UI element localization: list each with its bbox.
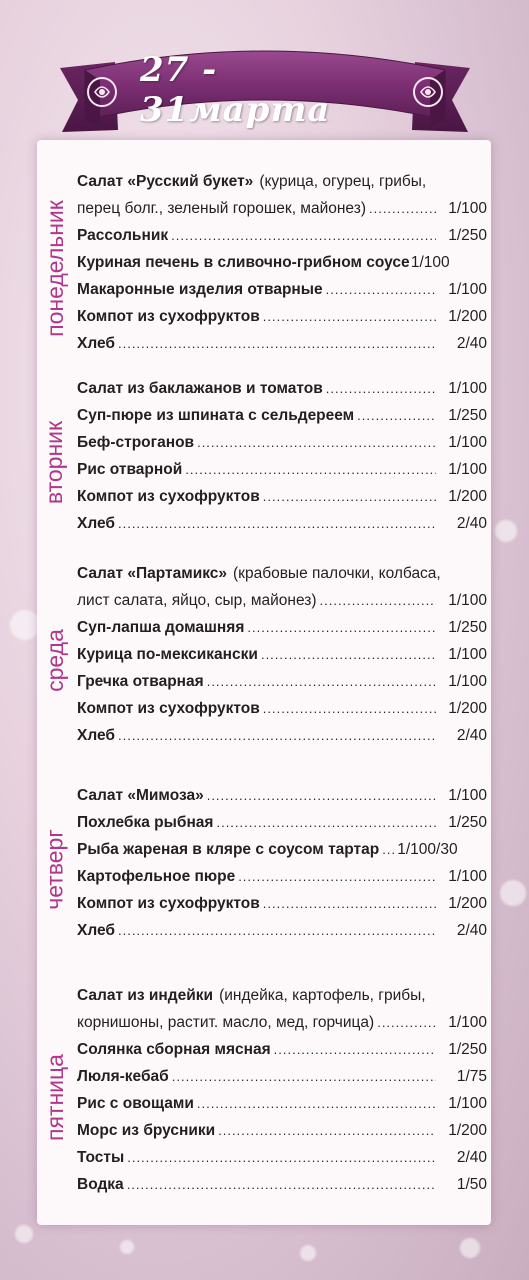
item-name: Суп-пюре из шпината с сельдереем [77,407,355,424]
menu-item [77,434,487,461]
leader-dots [261,647,436,662]
day-name: понедельник [41,199,68,337]
leader-dots [172,1069,436,1084]
item-name: Рассольник [77,227,169,244]
leader-dots [118,516,436,531]
item-name: Салат «Русский букет» [77,173,254,190]
item-name: Люля-кебаб [77,1068,169,1085]
menu-item [77,281,487,308]
day-name: вторник [41,420,68,505]
menu-item [77,1176,487,1203]
leader-dots [127,1150,436,1165]
leader-dots [118,336,436,351]
bokeh-light [300,1245,316,1261]
menu-item [77,173,487,200]
item-portion: 1/250 [448,619,487,636]
menu-item [77,619,487,646]
leader-dots [377,1015,436,1030]
bokeh-light [15,1225,33,1243]
menu-card [37,140,491,1225]
item-portion: 1/100 [448,1014,487,1031]
day-section-wednesday [37,565,491,755]
item-note: лист салата, яйцо, сыр, майонез) [77,592,317,609]
leader-dots [369,201,436,216]
bokeh-light [460,1238,480,1258]
leader-dots [326,282,436,297]
leader-dots [238,869,436,884]
item-portion: 1/200 [448,308,487,325]
item-portion: 1/200 [448,488,487,505]
leader-dots [207,674,436,689]
item-portion: 1/250 [448,1041,487,1058]
menu-item [77,488,487,515]
item-note: перец болг., зеленый горошек, майонез) [77,200,366,217]
item-name: Компот из сухофруктов [77,700,260,717]
item-name: Тосты [77,1149,125,1166]
item-portion: 1/100 [448,592,487,609]
menu-item [77,1095,487,1122]
item-portion: 2/40 [456,1149,487,1166]
menu-item [77,380,487,407]
item-note: (курица, огурец, грибы, [259,173,427,190]
day-label [37,787,73,952]
leader-dots [263,489,436,504]
item-portion: 2/40 [456,515,487,532]
item-portion: 1/100 [448,380,487,397]
menu-item [77,1068,487,1095]
day-name: пятница [41,1053,68,1141]
item-portion: 2/40 [456,727,487,744]
leader-dots [247,620,436,635]
leader-dots [274,1042,436,1057]
day-section-thursday [37,787,491,952]
day-name: четверг [41,829,68,910]
item-portion: 1/100 [448,646,487,663]
leader-dots [216,815,436,830]
item-portion: 1/100 [448,200,487,217]
leader-dots [263,896,436,911]
leader-dots [185,462,436,477]
item-note: корнишоны, растит. масло, мед, горчица) [77,1014,375,1031]
item-name: Рыба жареная в кляре с соусом тартар [77,841,380,858]
menu-item [77,868,487,895]
item-portion: 2/40 [456,335,487,352]
leader-dots [118,728,436,743]
day-label [37,565,73,755]
bokeh-light [500,880,526,906]
menu-item [77,461,487,488]
bokeh-light [10,610,40,640]
item-name: Суп-лапша домашняя [77,619,245,636]
date-range-title: 27 - 31марта [140,50,331,130]
menu-item [77,987,487,1014]
menu-item [77,673,487,700]
item-name: Салат «Партамикс» [77,565,228,582]
menu-item [77,254,487,281]
item-name: Рис отварной [77,461,183,478]
menu-item [77,515,487,542]
item-name: Салат «Мимоза» [77,787,204,804]
item-portion: 1/100 [448,787,487,804]
leader-dots [207,788,436,803]
item-name: Курица по-мексикански [77,646,258,663]
item-name: Салат из баклажанов и томатов [77,380,323,397]
item-name: Салат из индейки [77,987,214,1004]
item-name: Морс из брусники [77,1122,216,1139]
menu-item-continuation [77,200,487,227]
day-section-friday [37,987,491,1207]
item-portion: 1/200 [448,1122,487,1139]
item-name: Хлеб [77,727,115,744]
menu-item [77,1041,487,1068]
menu-item [77,407,487,434]
menu-items [77,987,487,1203]
leader-dots [382,842,394,857]
item-portion: 2/40 [456,922,487,939]
menu-item [77,1122,487,1149]
menu-item [77,335,487,362]
item-name: Водка [77,1176,124,1193]
item-name: Беф-строганов [77,434,195,451]
day-section-monday [37,173,491,363]
menu-item [77,727,487,754]
item-portion: 1/100 [410,254,450,271]
item-portion: 1/100 [448,461,487,478]
item-note: (индейка, картофель, грибы, [219,987,426,1004]
item-portion: 1/50 [456,1176,487,1193]
item-name: Куриная печень в сливочно-грибном соусе [77,254,410,271]
day-label [37,173,73,363]
item-portion: 1/100/30 [397,841,458,858]
leader-dots [127,1177,436,1192]
day-label [37,987,73,1207]
leader-dots [357,408,436,423]
leader-dots [197,1096,436,1111]
menu-items [77,787,487,949]
item-portion: 1/250 [448,407,487,424]
item-name: Макаронные изделия отварные [77,281,323,298]
leader-dots [118,923,436,938]
item-name: Компот из сухофруктов [77,895,260,912]
bokeh-light [495,520,517,542]
leader-dots [197,435,436,450]
item-portion: 1/100 [448,281,487,298]
item-name: Картофельное пюре [77,868,236,885]
day-section-tuesday [37,380,491,545]
item-portion: 1/200 [448,700,487,717]
menu-item-continuation [77,1014,487,1041]
leader-dots [218,1123,436,1138]
item-name: Рис с овощами [77,1095,194,1112]
menu-item [77,922,487,949]
item-portion: 1/100 [448,673,487,690]
menu-item [77,841,487,868]
menu-item [77,895,487,922]
item-name: Компот из сухофруктов [77,488,260,505]
menu-item [77,308,487,335]
leader-dots [326,381,436,396]
leader-dots [263,701,436,716]
day-label [37,380,73,545]
item-portion: 1/100 [448,434,487,451]
menu-item-continuation [77,592,487,619]
item-portion: 1/250 [448,227,487,244]
item-portion: 1/100 [448,1095,487,1112]
item-name: Хлеб [77,922,115,939]
leader-dots [263,309,436,324]
menu-item [77,700,487,727]
item-name: Хлеб [77,515,115,532]
leader-dots [320,593,437,608]
bokeh-light [120,1240,134,1254]
leader-dots [171,228,436,243]
item-name: Компот из сухофруктов [77,308,260,325]
date-ribbon [0,40,529,150]
item-portion: 1/75 [456,1068,487,1085]
item-portion: 1/200 [448,895,487,912]
item-name: Солянка сборная мясная [77,1041,271,1058]
menu-item [77,787,487,814]
item-portion: 1/100 [448,868,487,885]
menu-item [77,814,487,841]
menu-item [77,646,487,673]
day-name: среда [41,628,68,692]
item-name: Хлеб [77,335,115,352]
item-name: Гречка отварная [77,673,204,690]
menu-item [77,565,487,592]
item-note: (крабовые палочки, колбаса, [233,565,441,582]
item-portion: 1/250 [448,814,487,831]
menu-items [77,565,487,754]
menu-items [77,380,487,542]
menu-items [77,173,487,362]
menu-item [77,1149,487,1176]
menu-item [77,227,487,254]
item-name: Похлебка рыбная [77,814,214,831]
